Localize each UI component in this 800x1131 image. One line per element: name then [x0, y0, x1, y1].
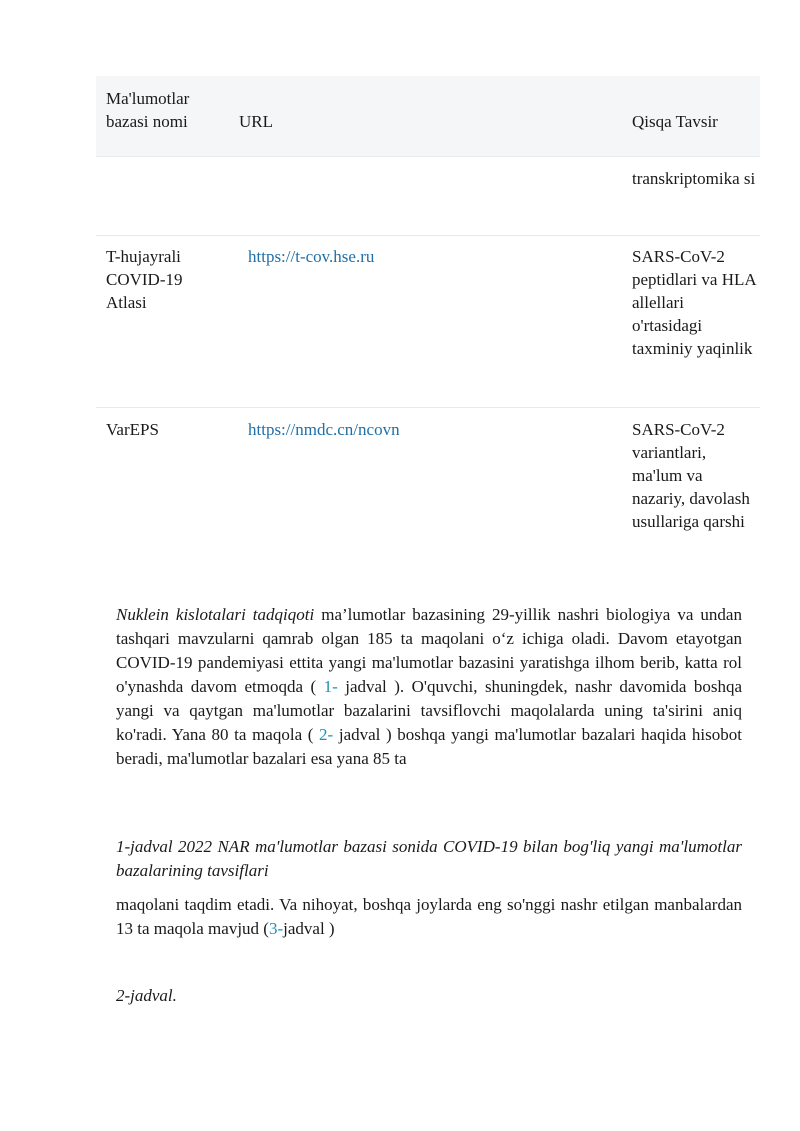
row-description: transkriptomika si [632, 169, 756, 188]
table-row [96, 157, 760, 236]
table-row [96, 236, 760, 408]
paragraph-text: jadval ) boshqa yangi ma'lumotlar bazalari haqida hisobot beradi, ma'lumotlar bazalari esa yana 85 ta [116, 725, 742, 768]
header-url: URL [239, 112, 273, 131]
row-name: VarEPS [106, 420, 159, 439]
paragraph-text: jadval ). O'quvchi, shuningdek, nashr davomida boshqa yangi va qaytgan ma'lumotlar bazalarini tavsiflovchi maqolalarda uning ta'sirini aniq ko'radi. Yana 80 ta maqola ( [116, 677, 742, 744]
url-link[interactable]: https://nmdc.cn/ncovn [248, 420, 400, 439]
table-caption [116, 835, 742, 883]
table-caption [116, 984, 742, 1008]
table-header [96, 76, 760, 157]
header-name: Ma'lumotlar bazasi nomi [106, 89, 190, 131]
paragraph-text: jadval ) [283, 919, 335, 938]
caption-text: 1-jadval 2022 NAR ma'lumotlar bazasi sonida COVID-19 bilan bog'liq yangi ma'lumotlar bazalarining tavsiflari [116, 837, 742, 880]
table-reference-link[interactable]: 3- [268, 919, 284, 938]
row-name: T-hujayrali COVID-19 Atlasi [106, 247, 183, 312]
row-url [248, 418, 588, 441]
body-paragraph [116, 603, 742, 771]
url-link[interactable]: https://t-cov.hse.ru [248, 247, 375, 266]
italic-lead: Nuklein kislotalari tadqiqoti [116, 605, 315, 624]
table-reference-link[interactable]: 2- [319, 725, 334, 744]
paragraph-text: maqolani taqdim etadi. Va nihoyat, boshqa joylarda eng so'nggi nashr etilgan manbalardan 13 ta maqola mavjud ( [116, 895, 742, 938]
table-reference-link[interactable]: 1- [323, 677, 338, 696]
table-row [96, 408, 760, 602]
row-description: SARS-CoV-2 variantlari, ma'lum va nazariy, davolash usullariga qarshi [632, 420, 750, 531]
body-paragraph [116, 893, 742, 941]
paragraph-text: ma’lumotlar bazasining 29-yillik nashri biologiya va undan tashqari mavzularni qamrab olgan 185 ta maqolani o‘z ichiga oladi. Davom etayotgan COVID-19 pandemiyasi ettita yangi ma'lumotlar bazasini yaratishga ilhom berib, katta rol o'ynashda davom etmoqda ( [116, 605, 742, 696]
row-description: SARS-CoV-2 peptidlari va HLA allellari o'rtasidagi taxminiy yaqinlik [632, 247, 756, 358]
header-description: Qisqa Tavsir [632, 112, 718, 131]
databases-table [96, 76, 760, 602]
row-url [248, 245, 588, 268]
caption-text: 2-jadval. [116, 986, 177, 1005]
